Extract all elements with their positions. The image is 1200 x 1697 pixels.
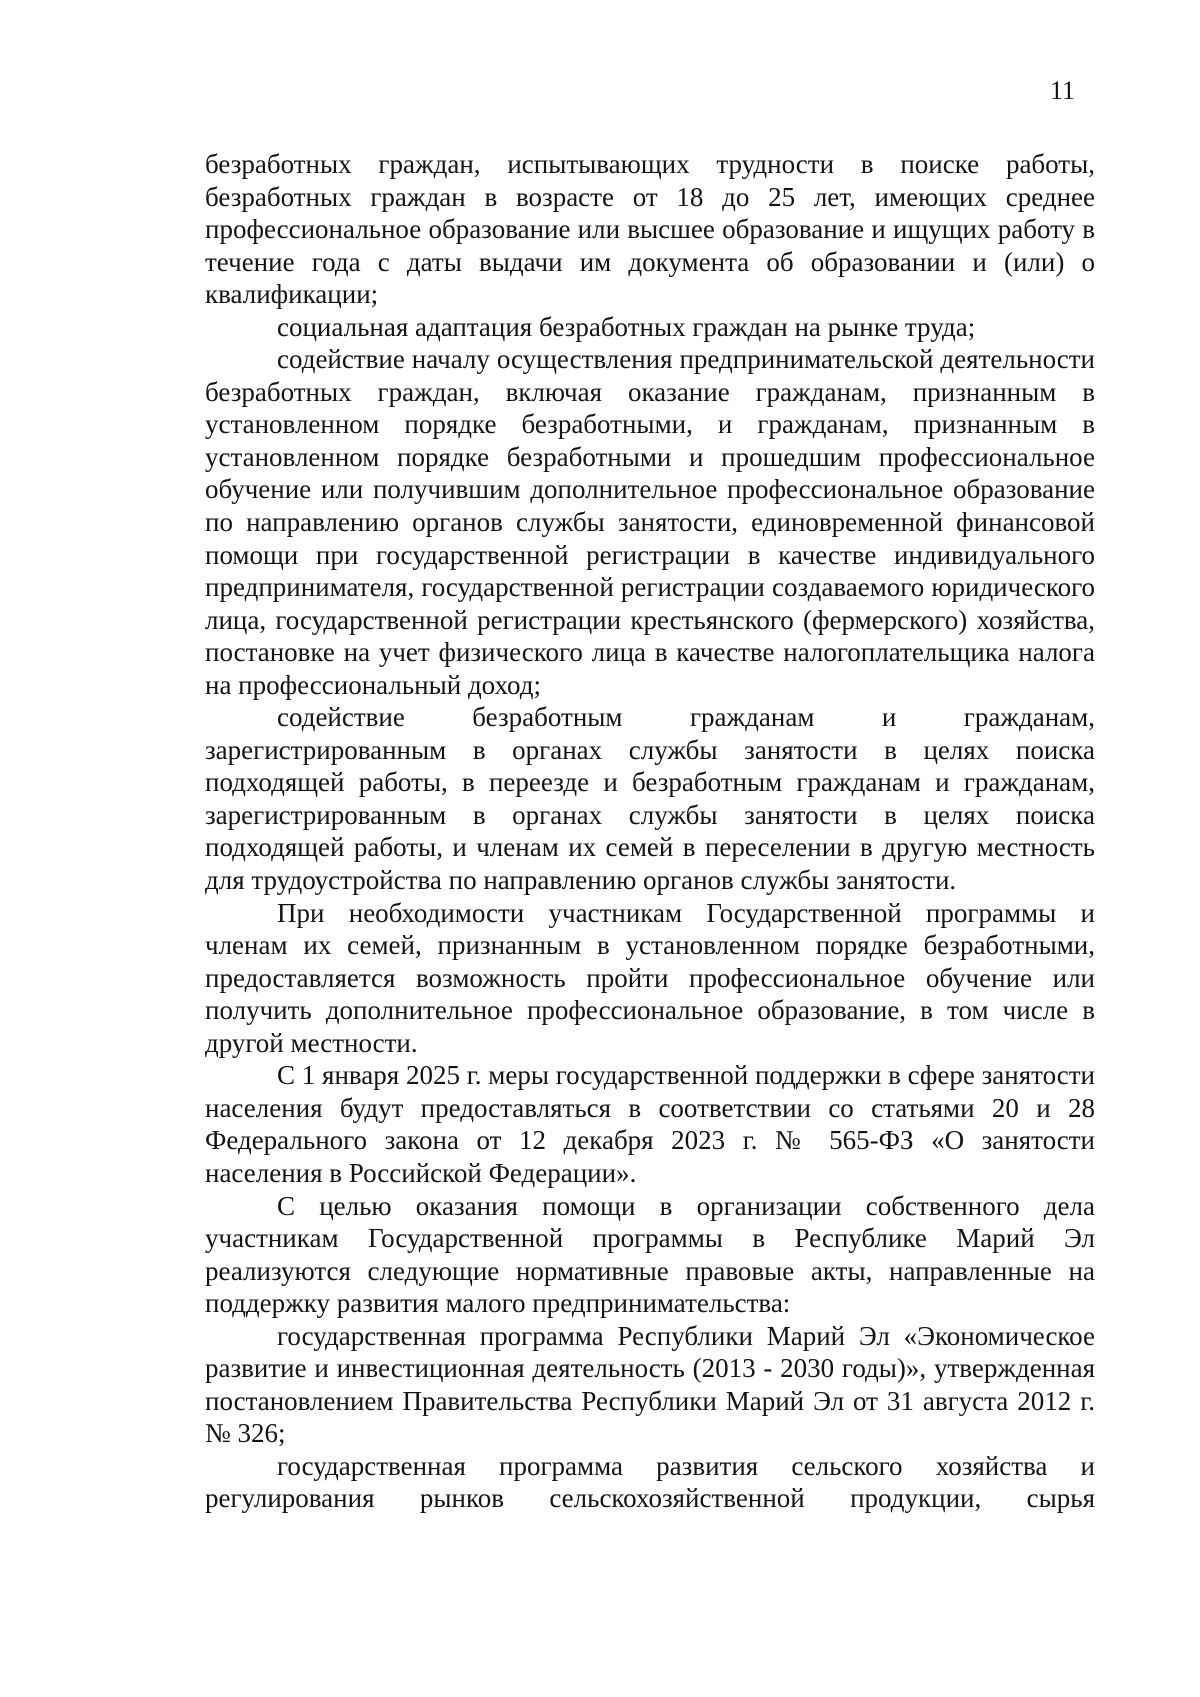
paragraph-entrepreneurship-support: содействие началу осуществления предпринимательской деятельности безработных граждан, включая оказание гражданам, признанным в установленном порядке безработными, и гражданам, признанным в установленном порядке безработными и прошедшим профессиональное обучение или получившим дополнительное профессиональное образование по направлению органов службы занятости, единовременной финансовой помощи при государственной регистрации в качестве индивидуального предпринимателя, государственной регистрации создаваемого юридического лица, государственной регистрации крестьянского (фермерского) хозяйства, постановке на учет физического лица в качестве налогоплательщика налога на профессиональный доход; — [205, 344, 1095, 700]
paragraph-social-adaptation: социальная адаптация безработных граждан на рынке труда; — [277, 311, 976, 342]
paragraph-1-continuation: безработных граждан, испытывающих трудности в поиске работы, безработных граждан в возрасте от 18 до 25 лет, имеющих среднее профессиональное образование или высшее образование и ищущих работу в течение года с даты выдачи им документа об образовании и (или) о квалификации; — [205, 149, 1095, 310]
paragraph-agriculture-program: государственная программа развития сельского хозяйства и регулирования рынков сельскохозяйственной продукции, сырья — [205, 1450, 1095, 1514]
paragraph-training: При необходимости участникам Государственной программы и членам их семей, признанным в установленном порядке безработными, предоставляется возможность пройти профессиональное обучение или получить дополнительное профессиональное образование, в том числе в другой местности. — [205, 897, 1095, 1058]
paragraph-2025-measures: С 1 января 2025 г. меры государственной поддержки в сфере занятости населения будут предоставляться в соответствии со статьями 20 и 28 Федерального закона от 12 декабря 2023 г. № 565-ФЗ «О занятости населения в Российской Федерации». — [205, 1060, 1095, 1188]
page-number: 11 — [1050, 76, 1076, 105]
paragraph-economic-program: государственная программа Республики Марий Эл «Экономическое развитие и инвестиционная деятельность (2013 - 2030 годы)», утвержденная постановлением Правительства Республики Марий Эл от 31 августа 2012 г. № 326; — [205, 1320, 1095, 1449]
paragraph-relocation-support: содействие безработным гражданам и гражданам, зарегистрированным в органах службы занятости в целях поиска подходящей работы, в переезде и безработным гражданам и гражданам, зарегистрированным в органах службы занятости в целях поиска подходящей работы, и членам их семей в переселении в другую местность для трудоустройства по направлению органов службы занятости. — [205, 702, 1095, 896]
paragraph-normative-acts: С целью оказания помощи в организации собственного дела участникам Государственной программы в Республике Марий Эл реализуются следующие нормативные правовые акты, направленные на поддержку развития малого предпринимательства: — [205, 1190, 1095, 1319]
body-text — [205, 148, 1095, 1515]
